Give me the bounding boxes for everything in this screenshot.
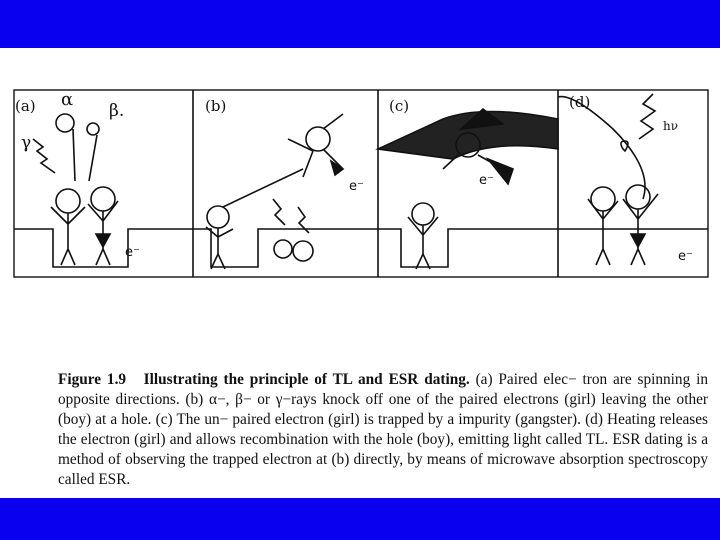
panel-d-label: (d) bbox=[569, 93, 591, 111]
top-blue-bar bbox=[0, 0, 720, 48]
panel-c-label: (c) bbox=[389, 97, 410, 115]
panel-d-figures bbox=[588, 94, 658, 265]
alpha-symbol: α bbox=[61, 89, 74, 110]
hnu-symbol: hν bbox=[663, 119, 679, 133]
electron-label-d: e⁻ bbox=[678, 249, 693, 264]
beta-symbol: β. bbox=[109, 101, 125, 121]
cartoon-figure bbox=[13, 89, 710, 325]
electron-label-c: e⁻ bbox=[479, 173, 494, 188]
figure-caption bbox=[58, 370, 708, 490]
electron-label-b: e⁻ bbox=[349, 179, 364, 194]
panel-a-figures bbox=[33, 114, 118, 265]
caption-title: Illustrating the principle of TL and ESR dating. bbox=[143, 371, 470, 388]
electron-label-a: e⁻ bbox=[125, 245, 140, 260]
figure-illustration bbox=[13, 89, 710, 325]
caption-text: (a) Paired elec− tron are spinning in opposite directions. (b) α−, β− or γ−rays knock off one of the paired electrons (girl) leaving the other (boy) at a hole. (c) The un− paired electron (girl) is trapped by a impurity (gangster). (d) Heating releases the electron (girl) and allows recombination with the hole (boy), emitting light called TL. ESR dating is a method of observing the trapped electron at (b) directly, by means of microwave absorption spectroscopy called ESR. bbox=[58, 371, 708, 488]
panel-b-figures bbox=[206, 114, 343, 269]
document-page bbox=[0, 48, 720, 498]
bottom-blue-bar bbox=[0, 498, 720, 540]
gamma-symbol: γ bbox=[21, 133, 32, 153]
panel-b-label: (b) bbox=[205, 97, 227, 115]
caption-figure-number: Figure 1.9 bbox=[58, 371, 127, 388]
panel-a-label: (a) bbox=[15, 97, 36, 115]
